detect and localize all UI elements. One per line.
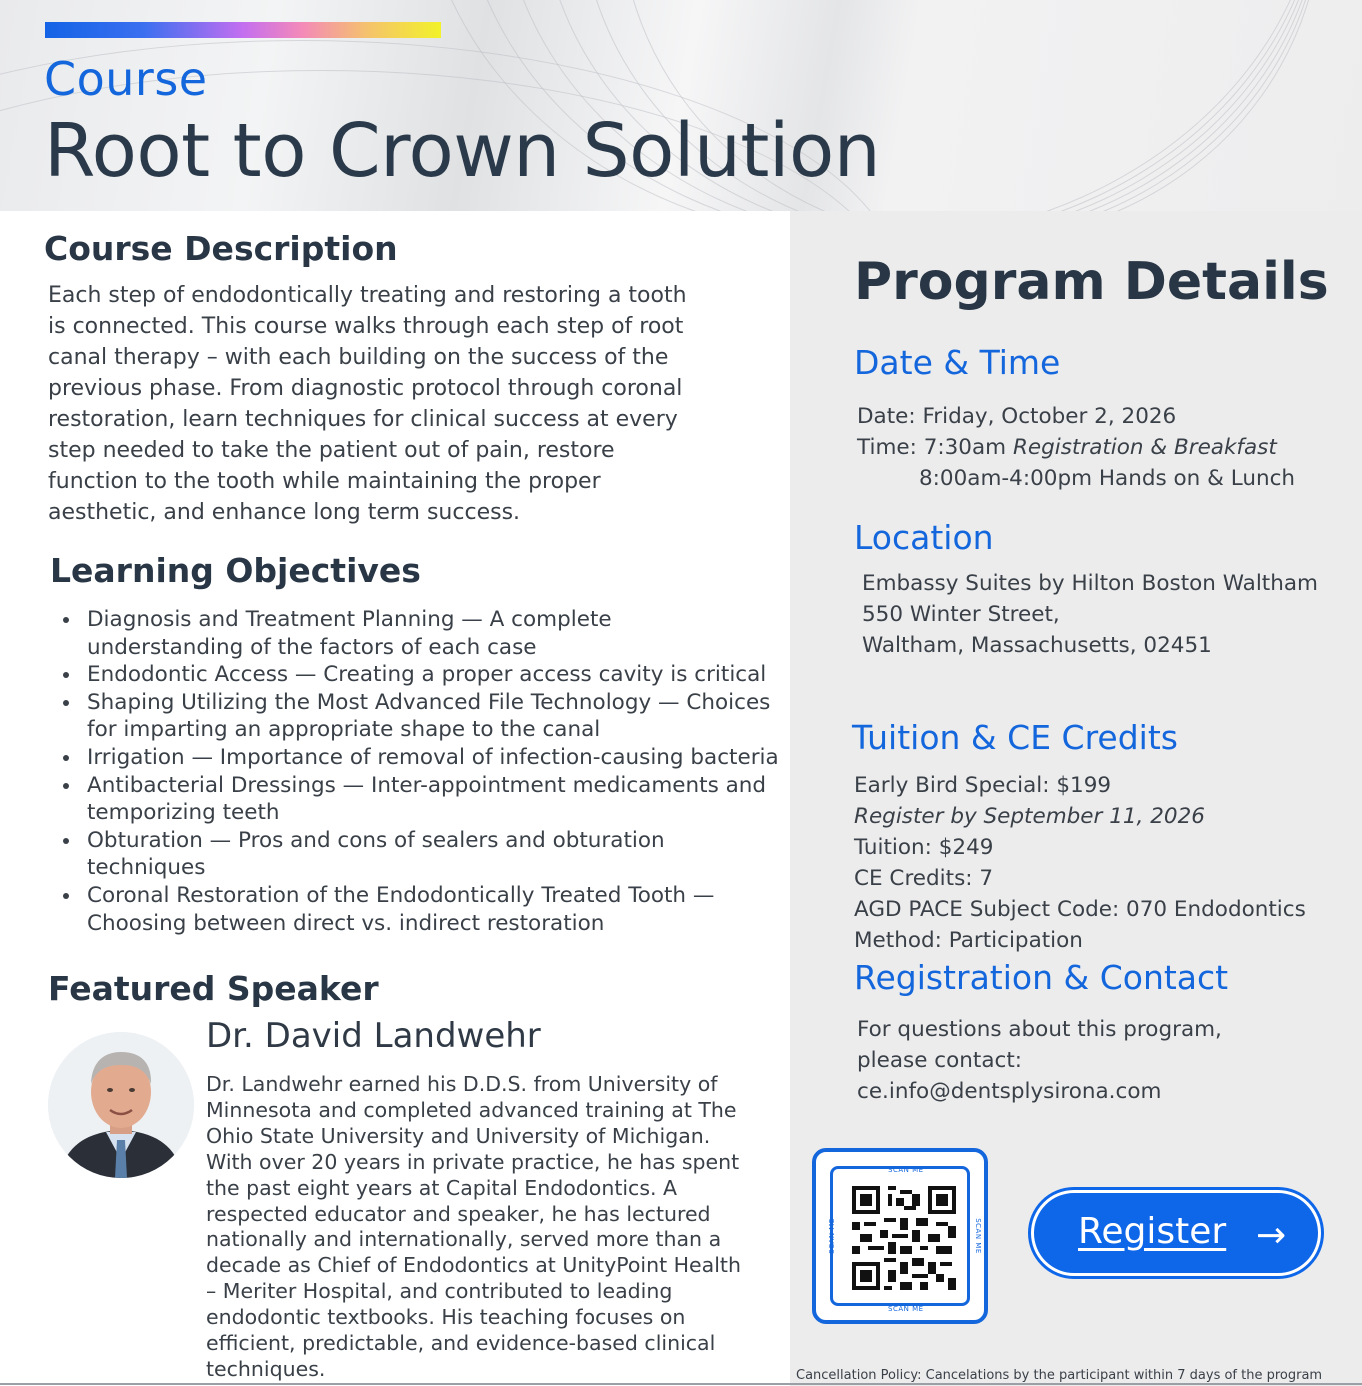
program-details-heading: Program Details	[854, 252, 1329, 312]
speaker-name: Dr. David Landwehr	[206, 1016, 541, 1056]
date-time-heading: Date & Time	[854, 343, 1061, 382]
list-item: Diagnosis and Treatment Planning — A complete understanding of the factors of each case	[60, 606, 779, 661]
date-text: Date: Friday, October 2, 2026	[857, 404, 1177, 429]
qr-code-icon	[852, 1186, 956, 1290]
list-item: Endodontic Access — Creating a proper access cavity is critical	[60, 661, 779, 689]
bottom-divider	[0, 1383, 1362, 1385]
avatar	[48, 1032, 194, 1178]
scan-me-label: SCAN ME	[888, 1305, 924, 1313]
contact-email-link[interactable]: ce.info@dentsplysirona.com	[857, 1079, 1162, 1104]
description-line: restoration, learn techniques for clinical success at every	[48, 407, 678, 432]
course-description-text	[48, 280, 687, 528]
registration-contact-heading: Registration & Contact	[854, 958, 1229, 997]
tuition-heading: Tuition & CE Credits	[852, 718, 1178, 757]
date-time-details	[857, 401, 1295, 494]
register-button-label: Register	[1078, 1211, 1227, 1252]
list-item: Shaping Utilizing the Most Advanced File Technology — Choices for imparting an appropriate shape to the canal	[60, 689, 779, 744]
location-heading: Location	[854, 518, 994, 557]
course-description-heading: Course Description	[44, 229, 398, 268]
scan-me-label: SCAN ME	[827, 1218, 836, 1254]
list-item: Coronal Restoration of the Endodontically Treated Tooth — Choosing between direct vs. indirect restoration	[60, 882, 779, 937]
list-item: Irrigation — Importance of removal of infection-causing bacteria	[60, 744, 779, 772]
description-line: is connected. This course walks through each step of root	[48, 314, 684, 339]
course-title: Root to Crown Solution	[44, 108, 881, 194]
time-text: Time: 7:30am Registration & Breakfast	[857, 435, 1277, 460]
description-line: step needed to take the patient out of pain, restore	[48, 438, 615, 463]
description-line: function to the tooth while maintaining the proper	[48, 469, 601, 494]
time-text-2: 8:00am-4:00pm Hands on & Lunch	[919, 466, 1296, 491]
list-item: Obturation — Pros and cons of sealers and obturation techniques	[60, 827, 779, 882]
objectives-list	[60, 606, 779, 937]
location-details: Embassy Suites by Hilton Boston Waltham 550 Winter Street, Waltham, Massachusetts, 02451	[862, 571, 1318, 658]
speaker-bio: Dr. Landwehr earned his D.D.S. from University of Minnesota and completed advanced training at The Ohio State University and University of Michigan. With over 20 years in private practice, he has spent the past eight years at Capital Endodontics. A respected educator and speaker, he has lectured nationally and internationally, served more than a decade as Chief of Endodontics at UnityPoint Health – Meriter Hospital, and contributed to leading endodontic textbooks. His teaching focuses on efficient, predictable, and evidence-based clinical techniques.	[206, 1072, 741, 1381]
cancellation-policy-text: Cancellation Policy: Cancelations by the participant within 7 days of the program	[796, 1368, 1323, 1383]
description-line: previous phase. From diagnostic protocol through coronal	[48, 376, 683, 401]
description-line: Each step of endodontically treating and restoring a tooth	[48, 283, 687, 308]
course-label: Course	[44, 52, 208, 106]
description-line: canal therapy – with each building on the success of the	[48, 345, 669, 370]
description-line: aesthetic, and enhance long term success.	[48, 500, 521, 525]
list-item: Antibacterial Dressings — Inter-appointment medicaments and temporizing teeth	[60, 772, 779, 827]
gradient-accent-bar	[45, 22, 441, 38]
featured-speaker-heading: Featured Speaker	[48, 969, 379, 1008]
arrow-right-icon: →	[1256, 1215, 1287, 1256]
scan-me-label: SCAN ME	[888, 1166, 924, 1174]
header-banner	[0, 0, 1362, 211]
scan-me-label: SCAN ME	[973, 1218, 982, 1254]
qr-code[interactable]	[812, 1148, 988, 1324]
speaker-photo-icon	[48, 1032, 194, 1178]
tuition-details: Early Bird Special: $199 Register by September 11, 2026 Tuition: $249 CE Credits: 7 AGD PACE Subject Code: 070 Endodontics Method: Participation	[854, 773, 1306, 953]
learning-objectives-heading: Learning Objectives	[50, 551, 421, 590]
contact-details: For questions about this program, please contact: ce.info@dentsplysirona.com	[857, 1014, 1222, 1107]
register-button[interactable]	[1031, 1190, 1321, 1276]
